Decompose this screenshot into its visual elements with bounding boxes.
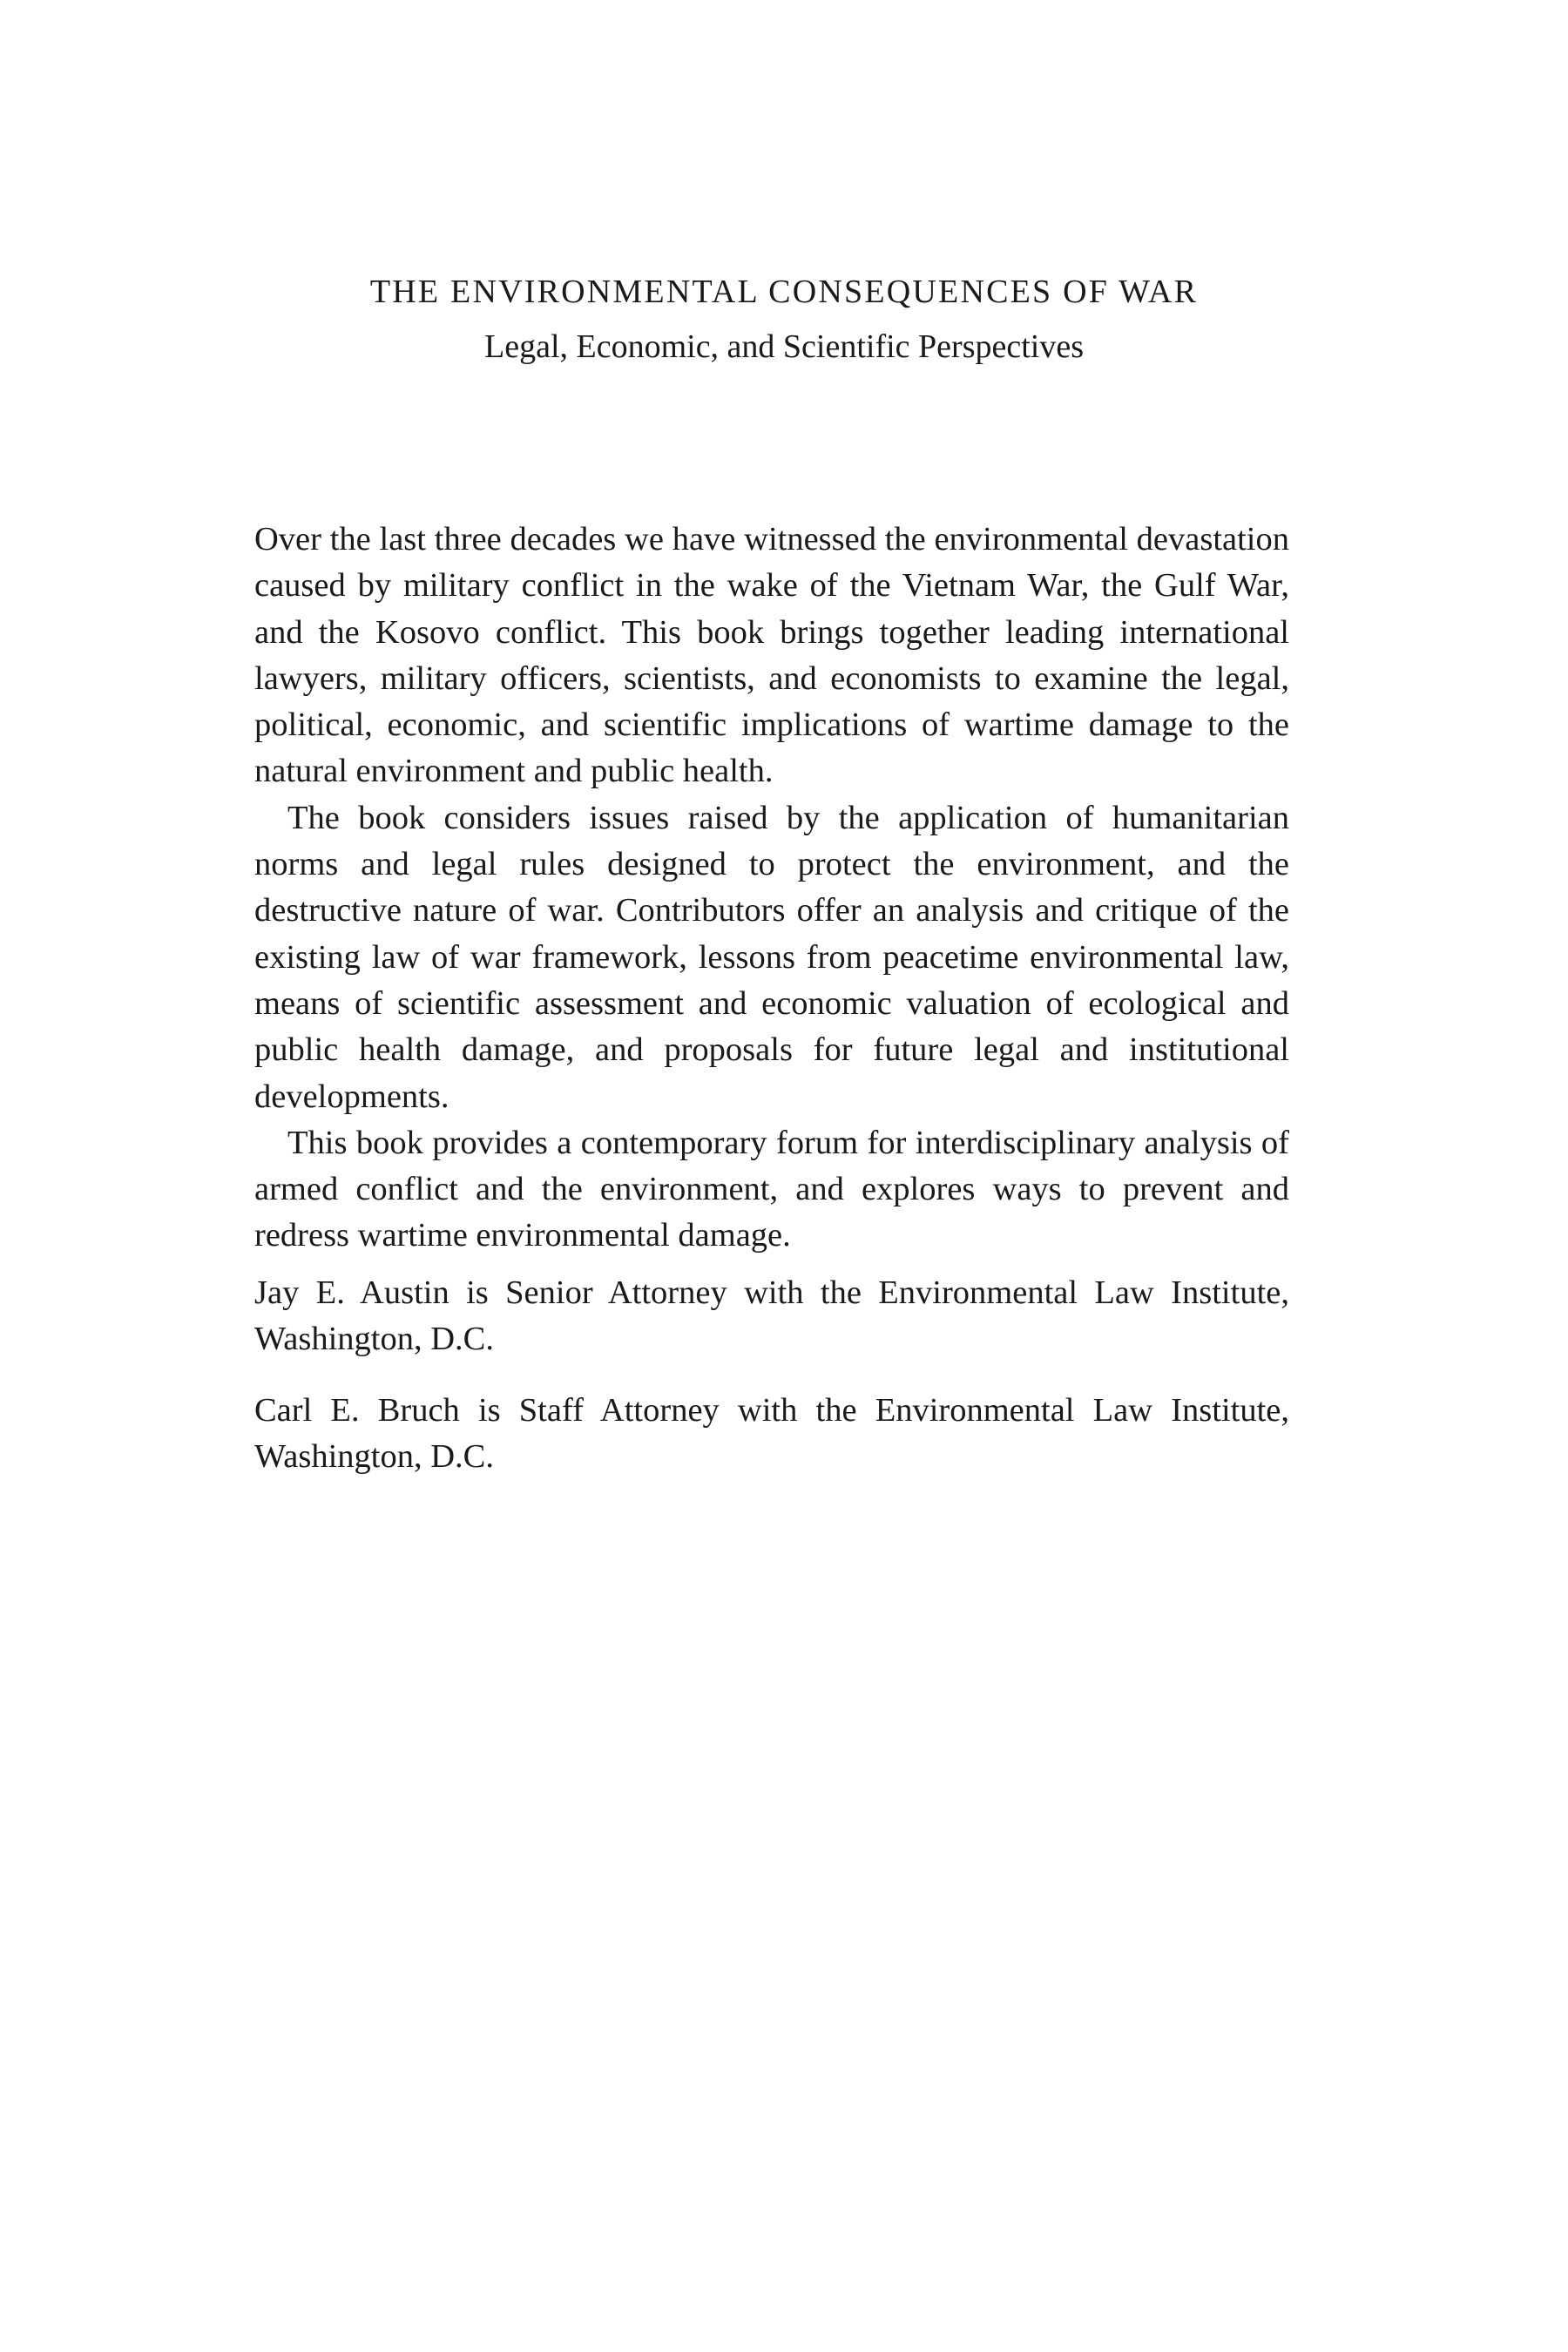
title-block bbox=[253, 266, 1315, 368]
editor-bio-bruch: Carl E. Bruch is Staff Attorney with the Environmental Law Institute, Washington, D.C. bbox=[254, 1391, 1289, 1475]
description-paragraph: The book considers issues raised by the application of humanitarian norms and legal rules designed to protect the environment, and the destructive nature of war. Contributors offer an analysis and critique of the existing law of war framework, lessons from peacetime environmental law, means of scientific assessment and economic valuation of ecological and public health damage, and proposals for future legal and institutional developments. bbox=[254, 799, 1289, 1115]
book-title: THE ENVIRONMENTAL CONSEQUENCES OF WAR bbox=[369, 274, 1199, 310]
description-paragraph: This book provides a contemporary forum for interdisciplinary analysis of armed conflict and the environment, and explores ways to prevent and redress wartime environmental damage. bbox=[254, 1124, 1289, 1254]
book-description bbox=[254, 517, 1289, 1260]
editor-bios bbox=[254, 1270, 1289, 1480]
book-subtitle: Legal, Economic, and Scientific Perspectives bbox=[484, 328, 1084, 365]
description-paragraph: Over the last three decades we have witnessed the environmental devastation caused by military conflict in the wake of the Vietnam War, the Gulf War, and the Kosovo conflict. This book brings together leading international lawyers, military officers, scientists, and economists to examine the legal, political, economic, and scientific implications of wartime damage to the natural environment and public health. bbox=[254, 521, 1289, 790]
editor-bio-austin: Jay E. Austin is Senior Attorney with the Environmental Law Institute, Washington, D.C. bbox=[254, 1274, 1289, 1358]
